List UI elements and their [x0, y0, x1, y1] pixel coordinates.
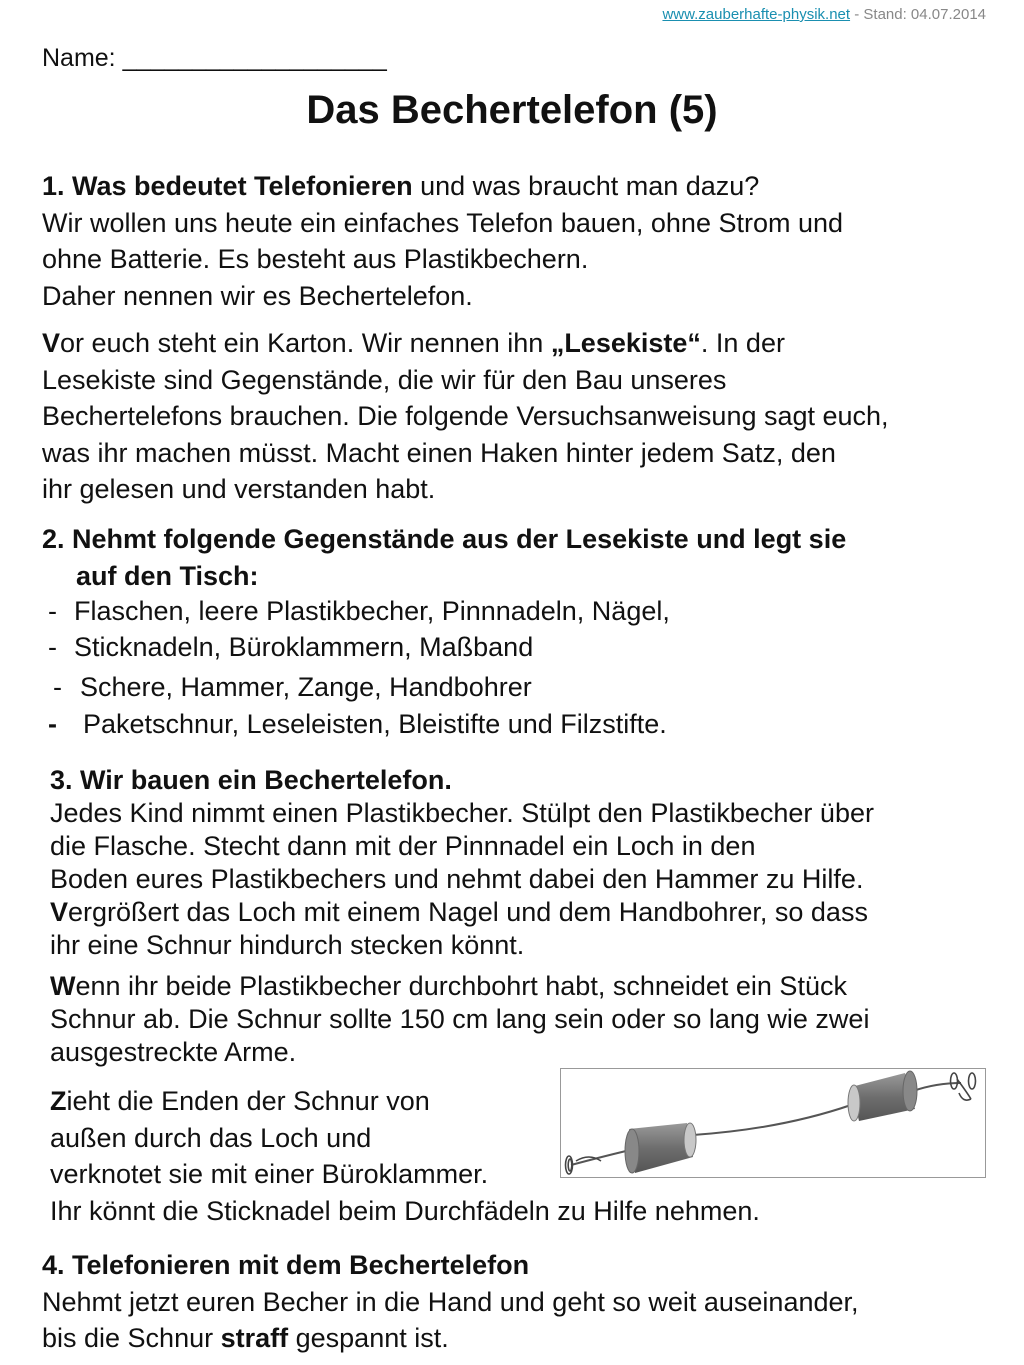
- item-text: Flaschen, leere Plastikbecher, Pinnnadeln, Nägel,: [74, 596, 670, 626]
- text-line: Wir wollen uns heute ein einfaches Telefon bauen, ohne Strom und: [42, 207, 844, 238]
- text-line: ihr eine Schnur hindurch stecken könnt.: [50, 930, 525, 960]
- text-line: [50, 896, 874, 929]
- stand-date: - Stand: 04.07.2014: [850, 6, 986, 23]
- dash: -: [48, 632, 57, 662]
- text-line: verknotet sie mit einer Büroklammer.: [50, 1159, 489, 1189]
- text-span: gespannt ist.: [288, 1323, 449, 1353]
- section-1-heading: [42, 168, 843, 205]
- text-span: . In der: [700, 328, 785, 358]
- text-line: [42, 325, 889, 362]
- text-span: enn ihr beide Plastikbecher durchbohrt habt, schneidet ein Stück: [75, 971, 847, 1001]
- section-4-heading: 4. Telefonieren mit dem Bechertelefon: [42, 1250, 530, 1280]
- initial-letter: W: [50, 971, 76, 1001]
- item-text: Paketschnur, Leseleisten, Bleistifte und Filzstifte.: [83, 709, 667, 739]
- section-3: [50, 764, 874, 962]
- cup-phone-drawing: [561, 1069, 985, 1177]
- text-line: außen durch das Loch und: [50, 1122, 372, 1153]
- text-line: Boden eures Plastikbechers und nehmt dabei den Hammer zu Hilfe.: [50, 864, 864, 894]
- string-left: [571, 1151, 626, 1165]
- text-line: Lesekiste sind Gegenstände, die wir für den Bau unseres: [42, 364, 727, 395]
- cup-right-icon: [848, 1071, 917, 1121]
- initial-letter: V: [50, 897, 69, 927]
- text-line: ausgestreckte Arme.: [50, 1037, 297, 1067]
- item-text: Schere, Hammer, Zange, Handbohrer: [80, 672, 532, 702]
- website-link[interactable]: www.zauberhafte-physik.net: [662, 6, 851, 23]
- text-span: or euch steht ein Karton. Wir nennen ihn: [60, 328, 551, 358]
- paperclip-left-icon: [566, 1156, 602, 1174]
- name-field: Name: ___________________: [42, 44, 387, 72]
- text-line: Schnur ab. Die Schnur sollte 150 cm lang sein oder so lang wie zwei: [50, 1004, 870, 1034]
- text-line: ohne Batterie. Es besteht aus Plastikbechern.: [42, 244, 589, 274]
- section-1: [42, 168, 843, 314]
- string-right: [913, 1083, 961, 1091]
- straff-term: straff: [220, 1323, 289, 1353]
- initial-letter: V: [42, 328, 61, 358]
- text-line: was ihr machen müsst. Macht einen Haken hinter jedem Satz, den: [42, 437, 836, 468]
- dash: -: [48, 709, 57, 739]
- heading-bold: Was bedeutet Telefonieren: [72, 171, 413, 201]
- dash: -: [53, 672, 62, 702]
- text-span: bis die Schnur: [42, 1323, 221, 1353]
- heading-rest: und was braucht man dazu?: [412, 171, 760, 201]
- list-item: [48, 632, 533, 663]
- section-2-heading: [42, 521, 846, 594]
- lesekiste-term: „Lesekiste“: [550, 328, 701, 358]
- text-line: [50, 970, 869, 1003]
- paperclip-right-icon: [951, 1073, 976, 1100]
- list-item: [48, 709, 667, 740]
- section-4: [42, 1247, 859, 1357]
- section-3-heading: 3. Wir bauen ein Bechertelefon.: [50, 765, 452, 795]
- text-line: [42, 1320, 859, 1357]
- list-item: [48, 596, 670, 627]
- text-span: ieht die Enden der Schnur von: [66, 1086, 430, 1116]
- text-span: ergrößert das Loch mit einem Nagel und dem Handbohrer, so dass: [68, 897, 868, 927]
- text-line: die Flasche. Stecht dann mit der Pinnnadel ein Loch in den: [50, 831, 756, 861]
- heading-line: 2. Nehmt folgende Gegenstände aus der Lesekiste und legt sie: [42, 524, 847, 554]
- section-number: 1.: [42, 171, 73, 201]
- heading-line: auf den Tisch:: [76, 560, 259, 591]
- item-text: Sticknadeln, Büroklammern, Maßband: [74, 632, 534, 662]
- list-item: [53, 672, 532, 703]
- text-line: Jedes Kind nimmt einen Plastikbecher. Stülpt den Plastikbecher über: [50, 798, 874, 828]
- bechertelefon-illustration: [560, 1068, 986, 1178]
- cup-left-icon: [625, 1123, 696, 1173]
- text-line: Bechertelefons brauchen. Die folgende Versuchsanweisung sagt euch,: [42, 401, 889, 431]
- text-line: Daher nennen wir es Bechertelefon.: [42, 280, 473, 311]
- string-middle: [693, 1105, 851, 1135]
- text-line: Nehmt jetzt euren Becher in die Hand und geht so weit auseinander,: [42, 1286, 859, 1317]
- initial-letter: Z: [50, 1086, 67, 1116]
- section-3-paragraph-w: [50, 970, 869, 1069]
- text-line: ihr gelesen und verstanden habt.: [42, 474, 436, 504]
- dash: -: [48, 596, 57, 626]
- page-header: [662, 6, 986, 23]
- section-1-paragraph-2: [42, 325, 889, 508]
- page-title: Das Bechertelefon (5): [306, 88, 718, 132]
- text-line: Ihr könnt die Sticknadel beim Durchfädeln zu Hilfe nehmen.: [50, 1195, 760, 1226]
